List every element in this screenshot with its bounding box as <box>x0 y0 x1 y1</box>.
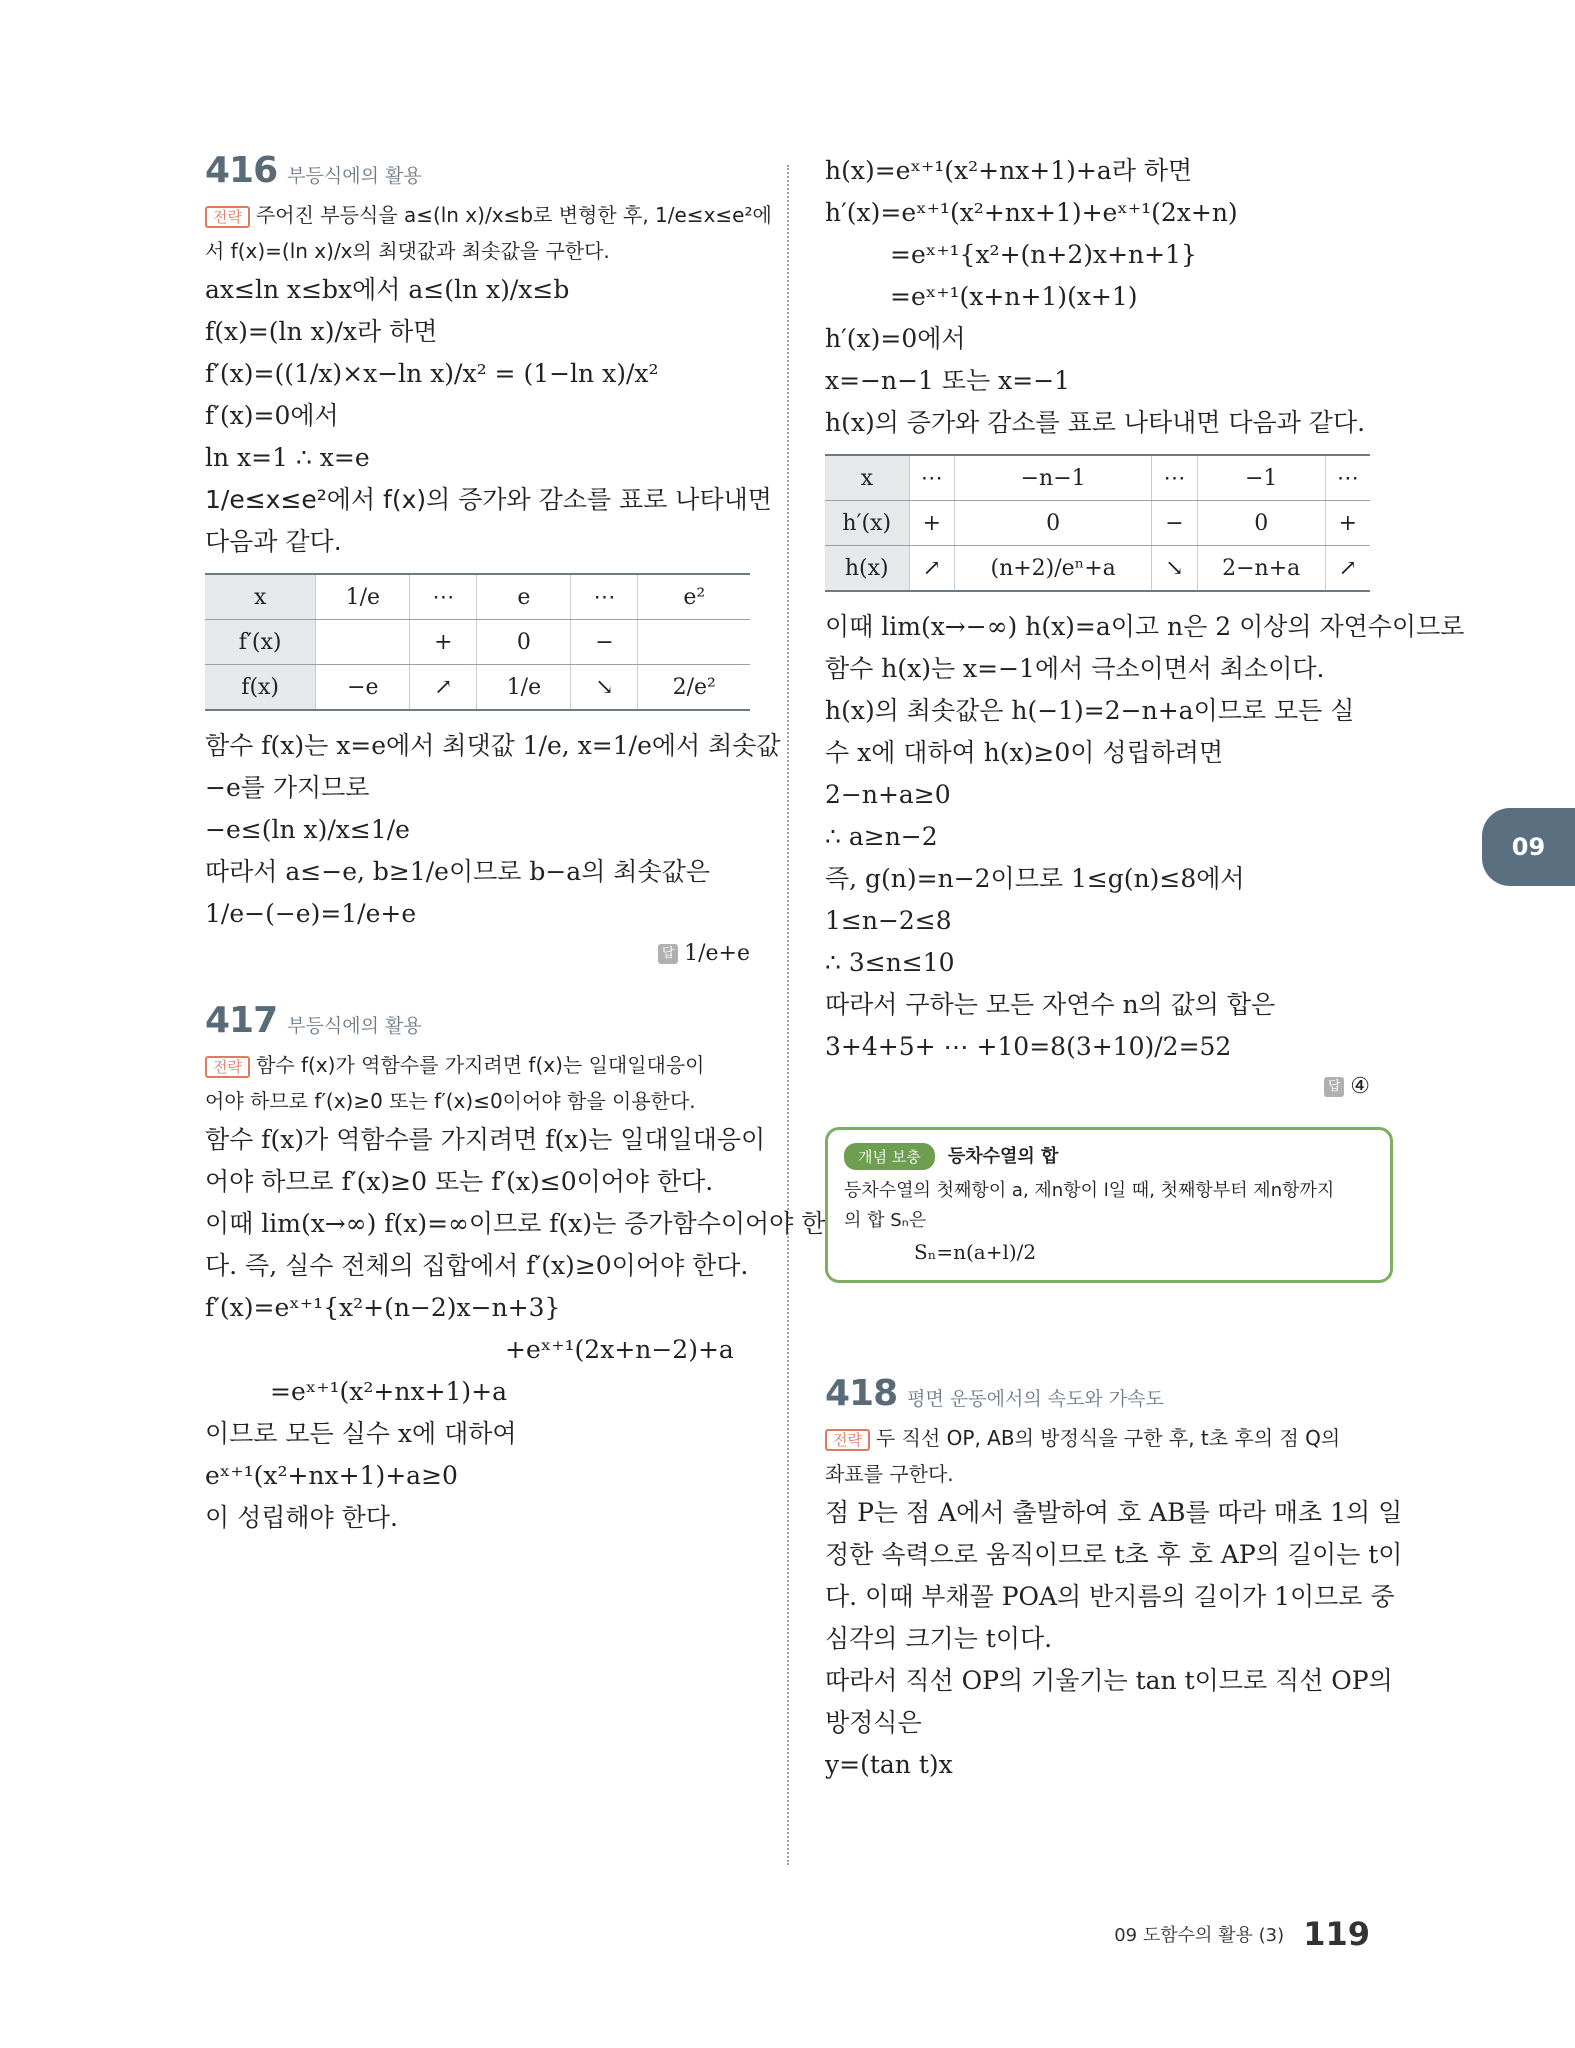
solution-line: 함수 f(x)가 역함수를 가지려면 f(x)는 일대일대응이 <box>205 1125 766 1154</box>
solution-line: 함수 h(x)는 x=−1에서 극소이면서 최소이다. <box>825 654 1325 683</box>
strategy-line: 어야 하므로 f′(x)≥0 또는 f′(x)≤0이어야 함을 이용한다. <box>205 1089 696 1113</box>
concept-box <box>825 1127 1393 1283</box>
solution-line: 방정식은 <box>825 1708 922 1737</box>
problem-number: 418 <box>825 1373 898 1414</box>
solution-line: 이때 lim(x→−∞) h(x)=a이고 n은 2 이상의 자연수이므로 <box>825 612 1465 641</box>
solution-line: x=−n−1 또는 x=−1 <box>825 366 1071 395</box>
table-cell: + <box>1325 501 1370 546</box>
strategy-tag: 전략 <box>825 1429 870 1451</box>
solution-line: 다. 이때 부채꼴 POA의 반지름의 길이가 1이므로 중 <box>825 1582 1395 1611</box>
solution-line: 어야 하므로 f′(x)≥0 또는 f′(x)≤0이어야 한다. <box>205 1167 714 1196</box>
concept-formula: Sₙ=n(a+l)/2 <box>914 1240 1037 1264</box>
table-cell: 1/e <box>316 574 410 620</box>
table-cell: 0 <box>477 620 571 665</box>
table-row <box>825 546 1370 592</box>
answer-value: ④ <box>1350 1074 1370 1099</box>
table-cell: 0 <box>955 501 1152 546</box>
table-cell: 2/e² <box>638 665 750 711</box>
solution-line: 즉, g(n)=n−2이므로 1≤g(n)≤8에서 <box>825 864 1245 893</box>
table-cell: −1 <box>1197 455 1325 501</box>
answer <box>205 941 750 966</box>
solution-line: 따라서 구하는 모든 자연수 n의 값의 합은 <box>825 990 1276 1019</box>
concept-text: 의 합 Sₙ은 <box>844 1210 927 1231</box>
page-footer <box>1114 1915 1370 1953</box>
table-cell: 1/e <box>477 665 571 711</box>
solution-line: 2−n+a≥0 <box>825 780 951 809</box>
solution-line: 정한 속력으로 움직이므로 t초 후 호 AP의 길이는 t이 <box>825 1540 1403 1569</box>
variation-table-h <box>825 454 1370 592</box>
problem-417-header <box>205 1000 750 1041</box>
solution-line: =eˣ⁺¹(x²+nx+1)+a <box>270 1377 508 1406</box>
strategy-line <box>825 1420 1370 1456</box>
solution-line: ax≤ln x≤bx에서 a≤(ln x)/x≤b <box>205 275 570 304</box>
variation-table-f <box>205 573 750 711</box>
table-cell: x <box>205 574 316 620</box>
problem-topic: 부등식에의 활용 <box>287 1015 422 1037</box>
table-cell: h(x) <box>825 546 909 592</box>
table-cell: h′(x) <box>825 501 909 546</box>
concept-text: 등차수열의 첫째항이 a, 제n항이 l일 때, 첫째항부터 제n항까지 <box>844 1180 1335 1201</box>
table-cell: + <box>909 501 955 546</box>
solution-line: eˣ⁺¹(x²+nx+1)+a≥0 <box>205 1461 458 1490</box>
solution-line: f(x)=(ln x)/x라 하면 <box>205 317 438 346</box>
column-divider <box>787 165 789 1865</box>
strategy-text: 함수 f(x)가 역함수를 가지려면 f(x)는 일대일대응이 <box>255 1053 705 1077</box>
left-column <box>205 150 826 1539</box>
solution-line: h′(x)=eˣ⁺¹(x²+nx+1)+eˣ⁺¹(2x+n) <box>825 198 1238 227</box>
solution-line: f′(x)=0에서 <box>205 401 339 430</box>
table-cell: 0 <box>1197 501 1325 546</box>
strategy-line: 좌표를 구한다. <box>825 1462 954 1486</box>
solution-line: 따라서 직선 OP의 기울기는 tan t이므로 직선 OP의 <box>825 1666 1393 1695</box>
table-cell <box>316 620 410 665</box>
table-cell: + <box>410 620 477 665</box>
table-cell: (n+2)/eⁿ+a <box>955 546 1152 592</box>
table-cell: f(x) <box>205 665 316 711</box>
table-cell: f′(x) <box>205 620 316 665</box>
concept-header <box>844 1142 1374 1170</box>
strategy-tag: 전략 <box>205 206 250 228</box>
strategy-line: 서 f(x)=(ln x)/x의 최댓값과 최솟값을 구한다. <box>205 239 610 263</box>
table-cell: ⋯ <box>1152 455 1198 501</box>
page-number: 119 <box>1303 1915 1370 1953</box>
table-row <box>205 665 750 711</box>
solution-line: f′(x)=eˣ⁺¹{x²+(n−2)x−n+3} <box>205 1293 561 1322</box>
solution-line: 1/e−(−e)=1/e+e <box>205 899 417 928</box>
problem-topic: 평면 운동에서의 속도와 가속도 <box>907 1388 1164 1410</box>
solution-line: 함수 f(x)는 x=e에서 최댓값 1/e, x=1/e에서 최솟값 <box>205 731 781 760</box>
strategy-tag: 전략 <box>205 1056 250 1078</box>
table-cell <box>638 620 750 665</box>
solution-line: 이므로 모든 실수 x에 대하여 <box>205 1419 517 1448</box>
problem-418-header <box>825 1373 1370 1414</box>
table-cell: ⋯ <box>410 574 477 620</box>
table-cell: −e <box>316 665 410 711</box>
table-cell: ⋯ <box>909 455 955 501</box>
answer-mark: 답 <box>1324 1077 1344 1097</box>
table-cell: −n−1 <box>955 455 1152 501</box>
concept-title: 등차수열의 합 <box>947 1146 1059 1167</box>
table-cell: ↘ <box>571 665 638 711</box>
solution-line: 이때 lim(x→∞) f(x)=∞이므로 f(x)는 증가함수이어야 한 <box>205 1209 826 1238</box>
strategy-text: 두 직선 OP, AB의 방정식을 구한 후, t초 후의 점 Q의 <box>875 1426 1341 1450</box>
solution-line: h(x)의 최솟값은 h(−1)=2−n+a이므로 모든 실 <box>825 696 1355 725</box>
problem-number: 417 <box>205 1000 278 1041</box>
solution-line: 점 P는 점 A에서 출발하여 호 AB를 따라 매초 1의 일 <box>825 1498 1403 1527</box>
solution-line: h(x)의 증가와 감소를 표로 나타내면 다음과 같다. <box>825 408 1366 437</box>
table-cell: ↗ <box>909 546 955 592</box>
solution-line: =eˣ⁺¹(x+n+1)(x+1) <box>890 282 1138 311</box>
strategy-text: 주어진 부등식을 a≤(ln x)/x≤b로 변형한 후, 1/e≤x≤e²에 <box>255 203 772 227</box>
answer-value: 1/e+e <box>684 941 750 966</box>
table-cell: e <box>477 574 571 620</box>
solution-line: 심각의 크기는 t이다. <box>825 1624 1053 1653</box>
table-cell: ↘ <box>1152 546 1198 592</box>
table-cell: ⋯ <box>571 574 638 620</box>
solution-line: −e를 가지므로 <box>205 773 370 802</box>
right-column <box>825 150 1465 1786</box>
concept-tag: 개념 보충 <box>844 1143 935 1170</box>
answer-mark: 답 <box>658 944 678 964</box>
solution-line: f′(x)=((1/x)×x−ln x)/x² = (1−ln x)/x² <box>205 359 659 388</box>
table-cell: − <box>571 620 638 665</box>
solution-line: −e≤(ln x)/x≤1/e <box>205 815 410 844</box>
table-cell: ↗ <box>410 665 477 711</box>
problem-416-header <box>205 150 750 191</box>
problem-number: 416 <box>205 150 278 191</box>
solution-line: 1≤n−2≤8 <box>825 906 952 935</box>
table-cell: e² <box>638 574 750 620</box>
solution-line: y=(tan t)x <box>825 1750 953 1779</box>
solution-line: 수 x에 대하여 h(x)≥0이 성립하려면 <box>825 738 1224 767</box>
table-row <box>825 501 1370 546</box>
table-cell: 2−n+a <box>1197 546 1325 592</box>
solution-line: 다. 즉, 실수 전체의 집합에서 f′(x)≥0이어야 한다. <box>205 1251 749 1280</box>
table-cell: − <box>1152 501 1198 546</box>
table-row <box>825 455 1370 501</box>
solution-line: 1/e≤x≤e²에서 f(x)의 증가와 감소를 표로 나타내면 <box>205 485 772 514</box>
solution-line: 따라서 a≤−e, b≥1/e이므로 b−a의 최솟값은 <box>205 857 710 886</box>
table-cell: ↗ <box>1325 546 1370 592</box>
solution-line: ln x=1 ∴ x=e <box>205 443 370 472</box>
problem-topic: 부등식에의 활용 <box>287 165 422 187</box>
chapter-title: 09 도함수의 활용 (3) <box>1114 1925 1285 1946</box>
solution-line: +eˣ⁺¹(2x+n−2)+a <box>505 1335 734 1364</box>
chapter-side-tab: 09 <box>1482 808 1575 886</box>
table-cell: ⋯ <box>1325 455 1370 501</box>
strategy-line <box>205 197 772 233</box>
solution-line: 3+4+5+ ⋯ +10=8(3+10)/2=52 <box>825 1032 1232 1061</box>
solution-line: ∴ a≥n−2 <box>825 822 938 851</box>
solution-line: =eˣ⁺¹{x²+(n+2)x+n+1} <box>890 240 1197 269</box>
strategy-line <box>205 1047 750 1083</box>
solution-line: h′(x)=0에서 <box>825 324 966 353</box>
solution-line: ∴ 3≤n≤10 <box>825 948 955 977</box>
table-cell: x <box>825 455 909 501</box>
table-row <box>205 620 750 665</box>
table-row <box>205 574 750 620</box>
solution-line: h(x)=eˣ⁺¹(x²+nx+1)+a라 하면 <box>825 156 1193 185</box>
solution-line: 다음과 같다. <box>205 527 342 556</box>
answer <box>825 1074 1370 1099</box>
solution-line: 이 성립해야 한다. <box>205 1503 398 1532</box>
